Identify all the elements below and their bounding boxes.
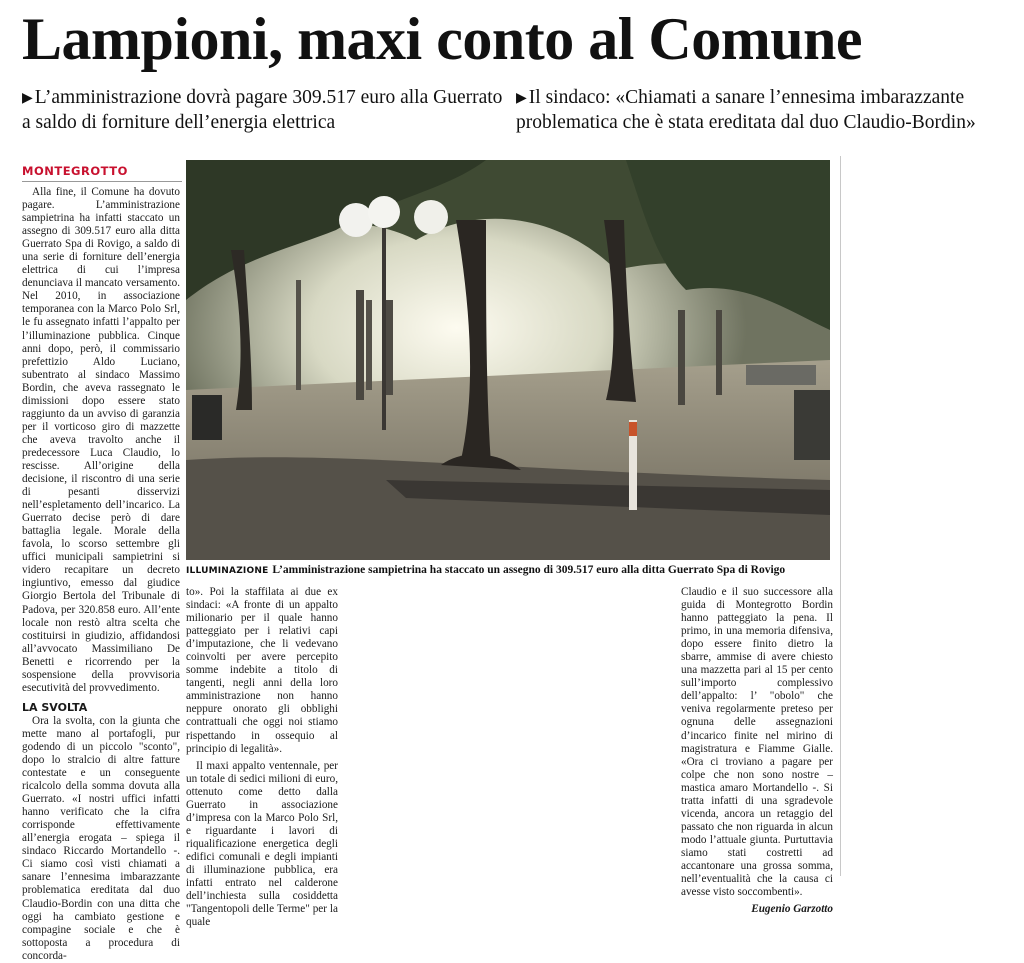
- paragraph: Il maxi appalto ventennale, per un totale di sedici milioni di euro, ottenuto come detto dalla Guerrato in associazione d’impresa con la Marco Polo Srl, e riguardante i lavori di riqualificazione energetica degli edifici comunali e degli impianti di illuminazione pubblica, era infatti entrato nel calderone dell’inchiesta sulla cosiddetta "Tangentopoli delle Terme" per la quale: [186, 759, 338, 929]
- deck-left-text: L’amministrazione dovrà pagare 309.517 euro alla Guerrato a saldo di forniture dell’energia elettrica: [22, 87, 503, 133]
- caption-label: ILLUMINAZIONE: [186, 566, 269, 576]
- headline: Lampioni, maxi conto al Comune: [22, 6, 863, 72]
- photo-caption: [186, 562, 830, 580]
- article-column-2: [186, 586, 338, 929]
- paragraph: to». Poi la staffilata ai due ex sindaci: «A fronte di un appalto milionario per il quale hanno patteggiato per i relativi capi d’imputazione, che li vedevano coinvolti per avere percepito somme indebite a titolo di tangenti, negli anni della loro amministrazione non hanno neppure onorato gli obblighi contrattuali che oggi noi stiamo rispettando in ossequio al principio di legalità».: [186, 586, 338, 755]
- subheading-la-svolta: LA SVOLTA: [22, 700, 88, 714]
- deck-right-text: Il sindaco: «Chiamati a sanare l’ennesima imbarazzante problematica che è stata ereditata dal duo Claudio-Bordin»: [516, 87, 976, 133]
- paragraph: Alla fine, il Comune ha dovuto pagare. L’amministrazione sampietrina ha infatti staccato un assegno di 309.517 euro alla ditta Guerrato Spa di Rovigo, a saldo di una serie di forniture dell’energia elettrica di cui l’impresa denunciava il mancato versamento. Nel 2010, in associazione temporanea con la Marco Polo Srl, le fu assegnato infatti l’appalto per l’illuminazione pubblica. Cinque anni dopo, però, il commissario prefettizio Aldo Luciano, subentrato al sindaco Massimo Bordin, che aveva rassegnato le dimissioni dopo essere stato raggiunto da un avviso di garanzia per il vorticoso giro di mazzette che aveva travolto anche il predecessore Luca Claudio, lo rescisse. All’origine della decisione, il riscontro di una serie di pesanti disservizi nell’espletamento dell’incarico. La Guerrato decise però di dare battaglia legale. Morale della favola, lo scorso settembre gli uffici municipali sampietrini si videro recapitare un decreto ingiuntivo, emesso dal giudice Giorgio Bertola del Tribunale di Padova, per 320.858 euro. All’ente locale non restò altra scelta che costituirsi in giudizio, affidandosi all’avvocato Massimiliano De Benetti e ricorrendo per la sospensione della provvisoria esecutività del provvedimento.: [22, 186, 180, 694]
- triangle-bullet-icon: ▶: [22, 91, 33, 106]
- triangle-bullet-icon: ▶: [516, 91, 527, 106]
- park-photo: [186, 160, 830, 560]
- column-divider: [840, 156, 841, 876]
- caption-text: L’amministrazione sampietrina ha staccato un assegno di 309.517 euro alla ditta Guerrato Spa di Rovigo: [272, 564, 786, 576]
- byline: Eugenio Garzotto: [751, 903, 833, 916]
- paragraph: Claudio e il suo successore alla guida di Montegrotto Bordin hanno patteggiato la pena. Il primo, in una memoria difensiva, dopo essere finito dietro la sbarre, ammise di avere chiesto una mazzetta pari al 15 per cento sull’importo complessivo dell’appalto: l’ "obolo" che veniva regolarmente preteso per ognuna delle assegnazioni d’incarico finite nel mirino di magistratura e Fiamme Gialle. «Ora ci troviano a pagare per colpe che non sono nostre – mastica amaro Mortandello -. Si tratta infatti di una sgradevole vicenda, ancora un retaggio del passato che non riguarda in alcun modo l’attuale giunta. Purtuttavia siamo stati costretti ad accantonare una grossa somma, nell’eventualità che la causa ci avesse visto soccombenti».: [681, 586, 833, 899]
- article-column-4: [681, 586, 833, 916]
- kicker-rule: [22, 181, 182, 182]
- kicker-location: MONTEGROTTO: [22, 164, 128, 178]
- deck-right: [516, 86, 1021, 135]
- article-column-1: [22, 186, 180, 962]
- deck-left: [22, 86, 512, 135]
- park-photo-icon: [186, 160, 830, 560]
- paragraph: Ora la svolta, con la giunta che mette mano al portafogli, pur godendo di un piccolo "sconto", dopo lo stralcio di altre fatture contestate e un conseguente ricalcolo della somma dovuta alla Guerrato. «I nostri uffici infatti hanno verificato che la cifra corrisponde effettivamente all’energia erogata – spiega il sindaco Riccardo Mortandello -. Ci siamo così visti chiamati a sanare l’ennesima imbarazzante problematica ereditata dal duo Claudio-Bordin con una ditta che oggi ha cambiato gestione e compagine sociale e che è sottoposta a procedura di concorda-: [22, 714, 180, 962]
